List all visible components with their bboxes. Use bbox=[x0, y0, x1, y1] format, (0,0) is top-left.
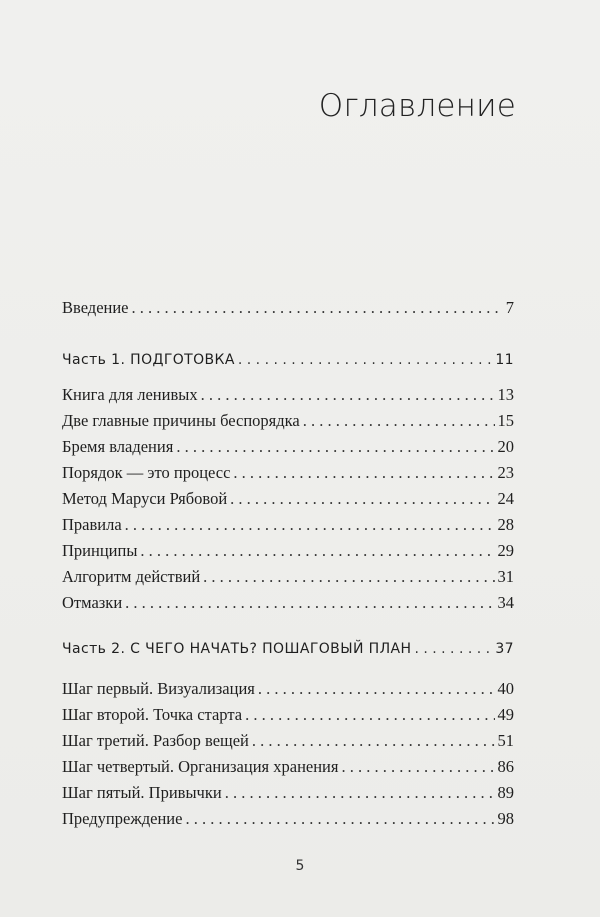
toc-label: Шаг пятый. Привычки bbox=[62, 783, 222, 802]
dot-leader bbox=[125, 593, 494, 613]
toc-label: Порядок — это процесс bbox=[62, 463, 231, 482]
dot-leader bbox=[225, 783, 495, 803]
toc-entry bbox=[62, 411, 514, 431]
toc-label: Шаг четвертый. Организация хранения bbox=[62, 757, 339, 776]
toc-entry bbox=[62, 489, 514, 509]
toc-label: Шаг первый. Визуализация bbox=[62, 679, 255, 698]
dot-leader bbox=[203, 567, 494, 587]
toc-label: Правила bbox=[62, 515, 122, 534]
dot-leader bbox=[176, 437, 494, 457]
toc-page-number: 98 bbox=[497, 809, 514, 828]
toc-entry bbox=[62, 385, 514, 405]
toc-label: Метод Маруси Рябовой bbox=[62, 489, 228, 508]
dot-leader bbox=[233, 463, 494, 483]
toc-entry bbox=[62, 567, 514, 587]
toc-page-number: 15 bbox=[497, 411, 514, 430]
toc-label: Алгоритм действий bbox=[62, 567, 201, 586]
dot-leader bbox=[140, 541, 494, 561]
toc-entry bbox=[62, 541, 514, 561]
toc-label: Бремя владения bbox=[62, 437, 174, 456]
toc-entry bbox=[62, 437, 514, 457]
toc-label: Часть 2. С ЧЕГО НАЧАТЬ? ПОШАГОВЫЙ ПЛАН bbox=[62, 641, 412, 657]
toc-page-number: 11 bbox=[495, 352, 514, 368]
toc-page-number: 40 bbox=[497, 679, 514, 698]
toc-entry bbox=[62, 593, 514, 613]
toc-entry bbox=[62, 783, 514, 803]
toc-page-number: 24 bbox=[497, 489, 514, 508]
toc-entry bbox=[62, 705, 514, 725]
dot-leader bbox=[303, 411, 495, 431]
toc-page-number: 7 bbox=[505, 298, 514, 317]
toc-label: Отмазки bbox=[62, 593, 123, 612]
dot-leader bbox=[341, 757, 494, 777]
page-number-footer: 5 bbox=[295, 858, 305, 874]
toc-part-1 bbox=[62, 352, 514, 368]
toc-entry bbox=[62, 731, 514, 751]
toc-entry-intro bbox=[62, 298, 514, 318]
toc-entry bbox=[62, 809, 514, 829]
toc-label: Две главные причины беспорядка bbox=[62, 411, 300, 430]
toc-label: Введение bbox=[62, 298, 129, 317]
toc-page-number: 49 bbox=[497, 705, 514, 724]
toc-page-number: 89 bbox=[497, 783, 514, 802]
dot-leader bbox=[238, 352, 493, 368]
toc-label: Шаг третий. Разбор вещей bbox=[62, 731, 249, 750]
toc-page-number: 23 bbox=[497, 463, 514, 482]
toc-page-number: 31 bbox=[497, 567, 514, 586]
page-title: Оглавление bbox=[318, 88, 516, 124]
toc-label: Принципы bbox=[62, 541, 138, 560]
toc-entry bbox=[62, 757, 514, 777]
toc-page-number: 28 bbox=[497, 515, 514, 534]
toc-label: Часть 1. ПОДГОТОВКА bbox=[62, 352, 235, 368]
toc-page-number: 51 bbox=[497, 731, 514, 750]
dot-leader bbox=[185, 809, 494, 829]
dot-leader bbox=[252, 731, 495, 751]
dot-leader bbox=[245, 705, 494, 725]
dot-leader bbox=[414, 641, 492, 657]
toc-page-number: 34 bbox=[497, 593, 514, 612]
toc-entry bbox=[62, 679, 514, 699]
toc-label: Шаг второй. Точка старта bbox=[62, 705, 243, 724]
dot-leader bbox=[132, 298, 503, 318]
toc-label: Книга для ленивых bbox=[62, 385, 198, 404]
toc-part-2 bbox=[62, 641, 514, 657]
dot-leader bbox=[258, 679, 495, 699]
dot-leader bbox=[230, 489, 494, 509]
toc-page-number: 13 bbox=[497, 385, 514, 404]
toc-page-number: 37 bbox=[495, 641, 514, 657]
dot-leader bbox=[201, 385, 495, 405]
toc-label: Предупреждение bbox=[62, 809, 183, 828]
toc-page-number: 20 bbox=[497, 437, 514, 456]
toc-page-number: 29 bbox=[497, 541, 514, 560]
toc-entry bbox=[62, 515, 514, 535]
toc-page-number: 86 bbox=[497, 757, 514, 776]
toc-entry bbox=[62, 463, 514, 483]
dot-leader bbox=[125, 515, 495, 535]
